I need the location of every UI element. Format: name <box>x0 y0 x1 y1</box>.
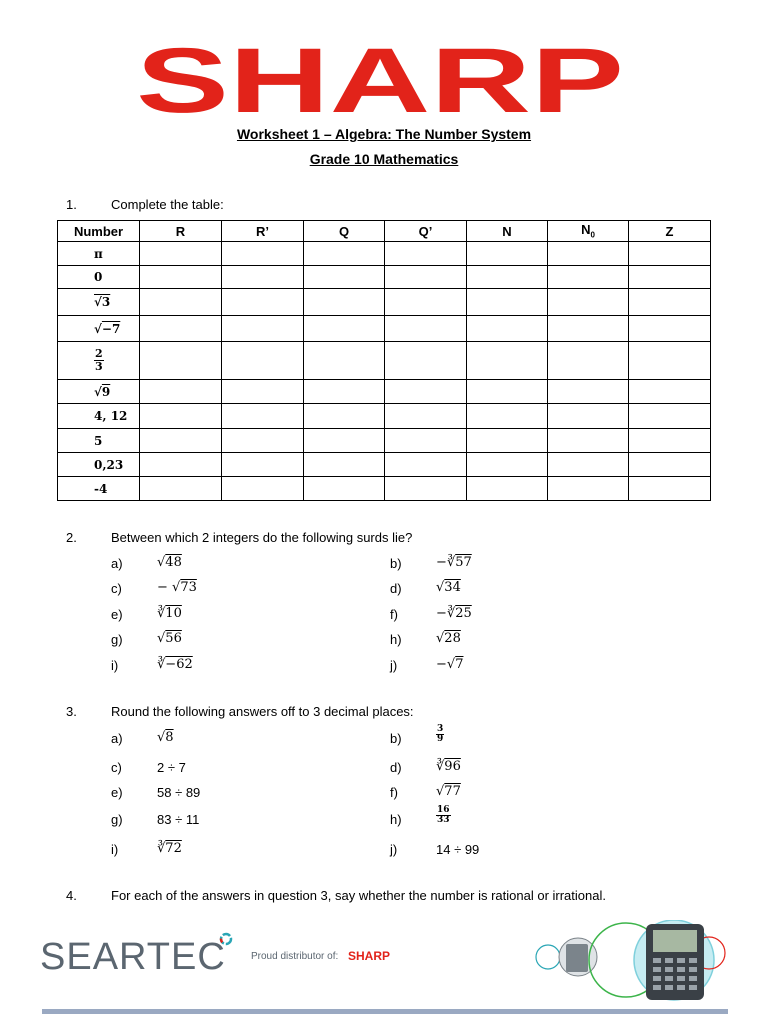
answer-cell[interactable] <box>304 316 385 342</box>
item-label: d) <box>390 760 402 775</box>
answer-cell[interactable] <box>385 316 467 342</box>
question-4-text: For each of the answers in question 3, say whether the number is rational or irrational. <box>111 888 606 903</box>
answer-cell[interactable] <box>304 266 385 289</box>
table-row <box>58 453 711 477</box>
table-row <box>58 342 711 380</box>
surd-expression: √34 <box>436 580 461 595</box>
column-header: Q’ <box>385 221 467 242</box>
worksheet-subtitle: Grade 10 Mathematics <box>309 151 459 167</box>
answer-cell[interactable] <box>140 266 222 289</box>
surd-expression: √48 <box>157 555 182 570</box>
expression: √77 <box>436 784 461 799</box>
answer-cell[interactable] <box>385 242 467 266</box>
answer-cell[interactable] <box>629 342 711 380</box>
answer-cell[interactable] <box>140 477 222 501</box>
answer-cell[interactable] <box>385 266 467 289</box>
row-label: $\frac{2}{3}$ <box>58 342 140 380</box>
item-label: a) <box>111 556 123 571</box>
row-label: -4 <box>58 477 140 501</box>
answer-cell[interactable] <box>304 289 385 316</box>
answer-cell[interactable] <box>467 342 548 380</box>
expression: √8 <box>157 730 174 745</box>
answer-cell[interactable] <box>140 316 222 342</box>
table-row <box>58 316 711 342</box>
column-header: N <box>467 221 548 242</box>
table-row <box>58 429 711 453</box>
answer-cell[interactable] <box>140 289 222 316</box>
answer-cell[interactable] <box>467 453 548 477</box>
item-label: f) <box>390 607 398 622</box>
number-system-table <box>57 220 711 501</box>
answer-cell[interactable] <box>385 380 467 404</box>
answer-cell[interactable] <box>140 242 222 266</box>
question-2-number: 2. <box>66 530 77 545</box>
item-label: d) <box>390 581 402 596</box>
item-label: c) <box>111 760 122 775</box>
answer-cell[interactable] <box>548 429 629 453</box>
distributor-tagline: Proud distributor of: <box>251 951 339 962</box>
answer-cell[interactable] <box>222 429 304 453</box>
answer-cell[interactable] <box>304 453 385 477</box>
item-label: h) <box>390 632 402 647</box>
seartec-logo: SEARTEC <box>40 936 226 978</box>
column-header: R <box>140 221 222 242</box>
expression: ∛72 <box>157 841 182 856</box>
item-label: j) <box>390 842 398 857</box>
column-header: $N_0$ <box>548 221 629 242</box>
question-4-number: 4. <box>66 888 77 903</box>
item-label: i) <box>111 842 119 857</box>
answer-cell[interactable] <box>140 404 222 429</box>
svg-text:SHARP: SHARP <box>136 40 624 120</box>
answer-cell[interactable] <box>222 477 304 501</box>
answer-cell[interactable] <box>548 380 629 404</box>
answer-cell[interactable] <box>385 342 467 380</box>
answer-cell[interactable] <box>467 429 548 453</box>
answer-cell[interactable] <box>304 380 385 404</box>
item-label: c) <box>111 581 122 596</box>
question-2-text: Between which 2 integers do the following surds lie? <box>111 530 413 545</box>
answer-cell[interactable] <box>467 289 548 316</box>
small-calculator-icon <box>566 944 588 972</box>
answer-cell[interactable] <box>629 453 711 477</box>
question-1-number: 1. <box>66 197 77 212</box>
answer-cell[interactable] <box>140 380 222 404</box>
answer-cell[interactable] <box>629 289 711 316</box>
expression: 58 ÷ 89 <box>157 785 201 800</box>
answer-cell[interactable] <box>548 342 629 380</box>
answer-cell[interactable] <box>548 404 629 429</box>
answer-cell[interactable] <box>548 316 629 342</box>
column-header: Z <box>629 221 711 242</box>
row-label: 0,23 <box>58 453 140 477</box>
answer-cell[interactable] <box>222 380 304 404</box>
answer-cell[interactable] <box>548 477 629 501</box>
item-label: a) <box>111 731 123 746</box>
table-row <box>58 289 711 316</box>
calculator-screen <box>653 930 697 952</box>
table-row <box>58 380 711 404</box>
question-3-number: 3. <box>66 704 77 719</box>
sharp-logo <box>135 40 625 120</box>
answer-cell[interactable] <box>467 242 548 266</box>
answer-cell[interactable] <box>140 453 222 477</box>
row-label: √3 <box>58 289 140 316</box>
answer-cell[interactable] <box>222 266 304 289</box>
item-label: i) <box>111 658 119 673</box>
answer-cell[interactable] <box>385 289 467 316</box>
item-label: b) <box>390 731 402 746</box>
surd-expression: √28 <box>436 631 461 646</box>
answer-cell[interactable] <box>629 404 711 429</box>
row-label: 0 <box>58 266 140 289</box>
row-label: √−7 <box>58 316 140 342</box>
answer-cell[interactable] <box>629 242 711 266</box>
surd-expression: ∛10 <box>157 606 182 621</box>
answer-cell[interactable] <box>304 242 385 266</box>
answer-cell[interactable] <box>222 289 304 316</box>
decor-circle <box>536 945 560 969</box>
expression: ∛96 <box>436 759 461 774</box>
answer-cell[interactable] <box>304 477 385 501</box>
answer-cell[interactable] <box>304 429 385 453</box>
answer-cell[interactable] <box>385 429 467 453</box>
item-label: j) <box>390 658 398 673</box>
answer-cell[interactable] <box>467 404 548 429</box>
item-label: g) <box>111 812 123 827</box>
item-label: g) <box>111 632 123 647</box>
table-row <box>58 477 711 501</box>
item-label: f) <box>390 785 398 800</box>
answer-cell[interactable] <box>222 404 304 429</box>
item-label: e) <box>111 607 123 622</box>
answer-cell[interactable] <box>222 242 304 266</box>
answer-cell[interactable] <box>629 266 711 289</box>
answer-cell[interactable] <box>629 380 711 404</box>
answer-cell[interactable] <box>385 453 467 477</box>
column-header: R’ <box>222 221 304 242</box>
surd-expression: ∛−62 <box>157 657 193 672</box>
answer-cell[interactable] <box>629 429 711 453</box>
answer-cell[interactable] <box>467 477 548 501</box>
seartec-mark-icon <box>219 932 233 946</box>
answer-cell[interactable] <box>385 477 467 501</box>
surd-expression: −∛25 <box>436 606 472 621</box>
answer-cell[interactable] <box>629 477 711 501</box>
answer-cell[interactable] <box>467 266 548 289</box>
item-label: e) <box>111 785 123 800</box>
expression: 14 ÷ 99 <box>436 842 480 857</box>
column-header: Number <box>58 221 140 242</box>
answer-cell[interactable] <box>385 404 467 429</box>
table-row <box>58 404 711 429</box>
row-label: π <box>58 242 140 266</box>
answer-cell[interactable] <box>548 453 629 477</box>
answer-cell[interactable] <box>548 289 629 316</box>
table-header-row <box>58 221 711 242</box>
answer-cell[interactable] <box>548 242 629 266</box>
fraction-expression: $\frac{3}{9}$ <box>437 724 444 744</box>
expression: 2 ÷ 7 <box>157 760 186 775</box>
item-label: b) <box>390 556 402 571</box>
row-label: 5 <box>58 429 140 453</box>
row-label: 4, 12 <box>58 404 140 429</box>
calculator-graphic <box>532 920 728 1004</box>
table-row <box>58 242 711 266</box>
answer-cell[interactable] <box>140 342 222 380</box>
answer-cell[interactable] <box>629 316 711 342</box>
surd-expression: √56 <box>157 631 182 646</box>
item-label: h) <box>390 812 402 827</box>
question-3-text: Round the following answers off to 3 decimal places: <box>111 704 414 719</box>
surd-expression: −√7 <box>436 657 464 672</box>
fraction-expression: $\frac{16}{33}$ <box>437 805 450 825</box>
row-label: √9 <box>58 380 140 404</box>
question-1-text: Complete the table: <box>111 197 224 212</box>
answer-cell[interactable] <box>140 429 222 453</box>
surd-expression: −∛57 <box>436 555 472 570</box>
footer-divider <box>42 1009 728 1014</box>
surd-expression: − √73 <box>157 580 197 595</box>
answer-cell[interactable] <box>304 342 385 380</box>
expression: 83 ÷ 11 <box>157 812 200 827</box>
answer-cell[interactable] <box>222 342 304 380</box>
answer-cell[interactable] <box>467 380 548 404</box>
worksheet-title: Worksheet 1 – Algebra: The Number System <box>236 126 532 142</box>
answer-cell[interactable] <box>222 453 304 477</box>
table-row <box>58 266 711 289</box>
answer-cell[interactable] <box>222 316 304 342</box>
sharp-small-logo: SHARP <box>348 949 391 963</box>
column-header: Q <box>304 221 385 242</box>
answer-cell[interactable] <box>304 404 385 429</box>
answer-cell[interactable] <box>548 266 629 289</box>
answer-cell[interactable] <box>467 316 548 342</box>
